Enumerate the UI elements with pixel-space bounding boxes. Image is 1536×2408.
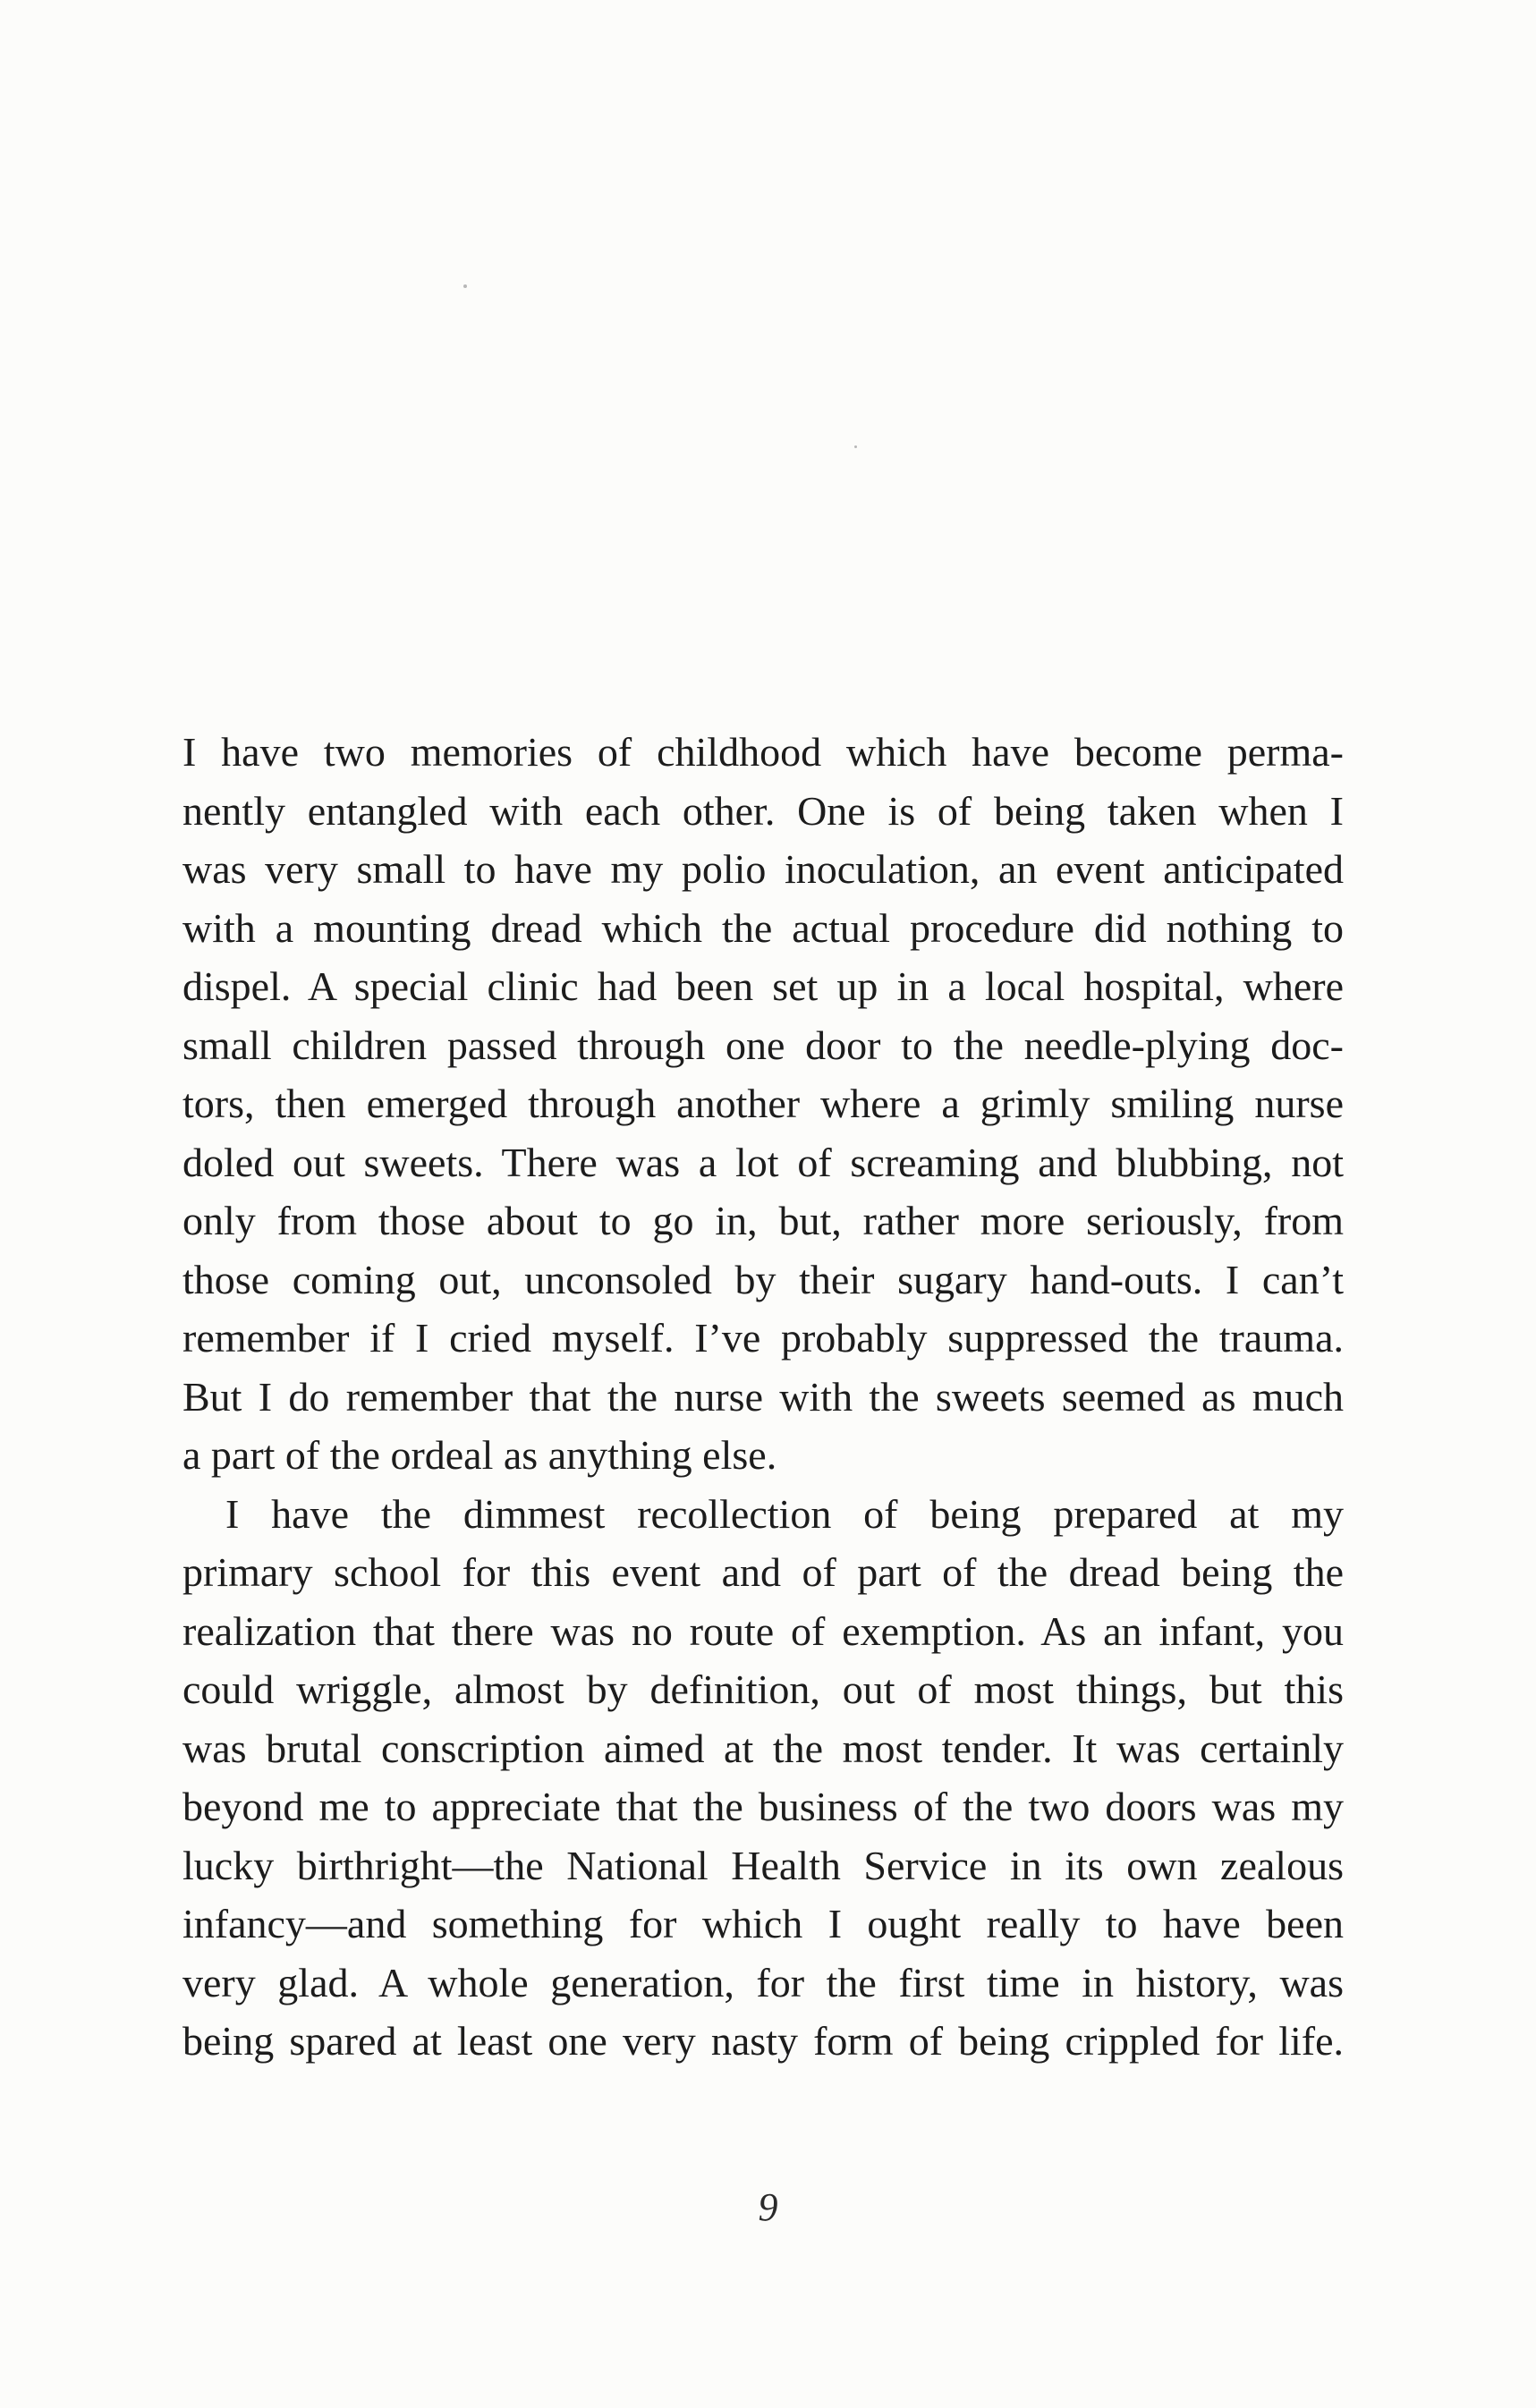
text-line: could wriggle, almost by definition, out of most things, but this	[182, 1666, 1344, 1712]
text-line: being spared at least one very nasty form of being crippled for life.	[182, 2018, 1344, 2064]
text-line: nently entangled with each other. One is of being taken when I	[182, 787, 1344, 834]
text-line: with a mounting dread which the actual procedure did nothing to	[182, 904, 1344, 951]
paragraph-1	[182, 723, 1344, 1485]
text-line: was brutal conscription aimed at the most tender. It was certainly	[182, 1725, 1344, 1771]
text-line: dispel. A special clinic had been set up in a local hospital, where	[182, 963, 1344, 1009]
paper-speck	[854, 445, 857, 448]
text-line: doled out sweets. There was a lot of screaming and blubbing, not	[182, 1139, 1344, 1185]
text-line: very glad. A whole generation, for the first time in history, was	[182, 1959, 1344, 2005]
text-line: primary school for this event and of part of the dread being the	[182, 1549, 1344, 1595]
paragraph-2	[182, 1485, 1344, 2071]
body-text	[182, 723, 1344, 2071]
text-line: was very small to have my polio inoculation, an event anticipated	[182, 846, 1344, 892]
page-number: 9	[758, 2185, 778, 2229]
text-line: those coming out, unconsoled by their sugary hand-outs. I can’t	[182, 1256, 1344, 1302]
text-line: I have the dimmest recollection of being prepared at my	[225, 1490, 1344, 1537]
text-line: I have two memories of childhood which have become perma-	[182, 729, 1344, 775]
text-line: tors, then emerged through another where a grimly smiling nurse	[182, 1081, 1344, 1126]
text-line: realization that there was no route of exemption. As an infant, you	[182, 1607, 1344, 1654]
paper-speck	[463, 284, 467, 288]
text-line: lucky birthright—the National Health Service in its own zealous	[182, 1842, 1344, 1888]
text-line: small children passed through one door to the needle-plying doc-	[182, 1022, 1344, 1068]
text-line: remember if I cried myself. I’ve probably suppressed the trauma.	[182, 1315, 1344, 1361]
text-line: But I do remember that the nurse with the sweets seemed as much	[182, 1373, 1344, 1420]
text-line: only from those about to go in, but, rather more seriously, from	[182, 1198, 1344, 1243]
text-line: a part of the ordeal as anything else.	[182, 1432, 777, 1478]
text-line: infancy—and something for which I ought really to have been	[182, 1901, 1344, 1946]
text-line: beyond me to appreciate that the business of the two doors was my	[182, 1784, 1344, 1829]
